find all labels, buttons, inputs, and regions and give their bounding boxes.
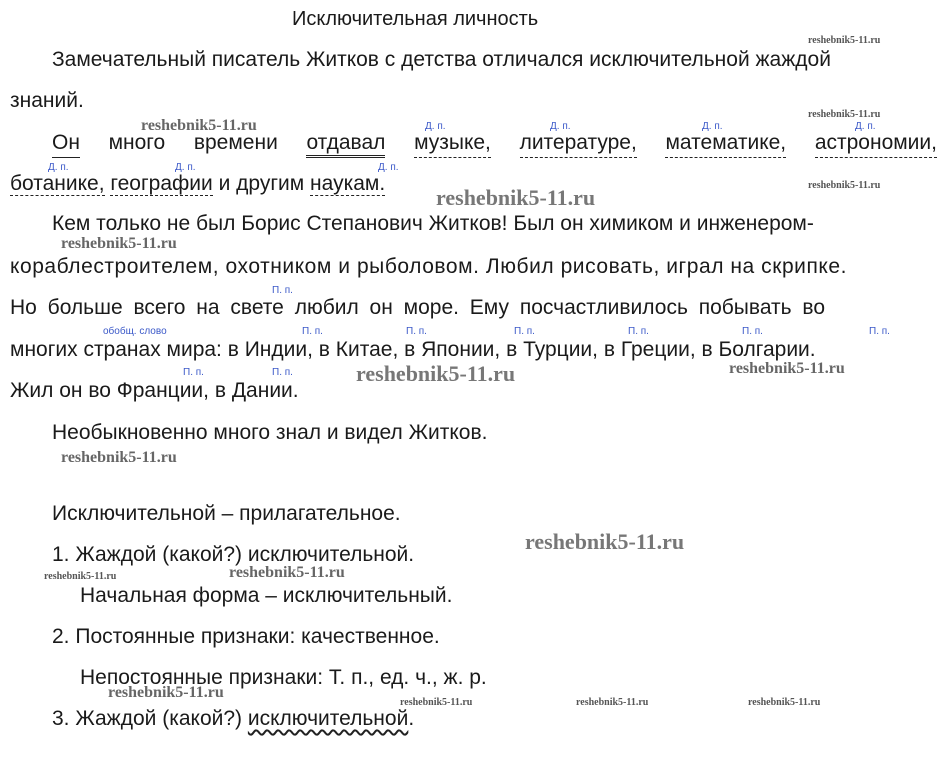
watermark: reshebnik5-11.ru (576, 697, 649, 708)
analysis-item-2-variable: Непостоянные признаки: Т. п., ед. ч., ж. р. (80, 666, 487, 689)
case-note-dp: Д. п. (48, 162, 69, 173)
watermark: reshebnik5-11.ru (400, 697, 473, 708)
case-note-dp: Д. п. (702, 121, 723, 132)
watermark: reshebnik5-11.ru (356, 361, 516, 386)
case-note-pp: П. п. (514, 326, 535, 337)
case-note-pp: П. п. (628, 326, 649, 337)
paragraph-3-line-1-text: Кем только не был Борис Степанович Житков! Был он химиком и инженером- (52, 212, 814, 235)
analysis-heading: Исключительной – прилагательное. (52, 502, 401, 525)
watermark: reshebnik5-11.ru (61, 449, 177, 466)
word: времени (193, 131, 278, 154)
watermark: reshebnik5-11.ru (808, 180, 881, 191)
word: и (218, 172, 231, 195)
watermark: reshebnik5-11.ru (61, 235, 177, 252)
case-note-pp: П. п. (869, 326, 890, 337)
analysis-item-3 (52, 707, 414, 731)
watermark: reshebnik5-11.ru (808, 35, 881, 46)
case-note-dp: Д. п. (175, 162, 196, 173)
case-note-pp: П. п. (272, 367, 293, 378)
case-note-dp: Д. п. (855, 121, 876, 132)
paragraph-3-line-5: Жил он во Франции, в Дании. (10, 379, 299, 402)
watermark: reshebnik5-11.ru (108, 684, 224, 701)
case-note-dp: Д. п. (378, 162, 399, 173)
paragraph-1-line-1: Замечательный писатель Житков с детства отличался исключительной жаждой (52, 48, 831, 71)
paragraph-3-line-2: кораблестроителем, охотником и рыболовом. Любил рисовать, играл на скрипке. (10, 255, 847, 278)
word: много (108, 131, 166, 154)
object-word: астрономии, (815, 131, 937, 158)
analysis-item-3-suffix: . (408, 707, 415, 730)
analysis-item-1: 1. Жаждой (какой?) исключительной. (52, 543, 415, 566)
predicate-word: отдавал (306, 131, 385, 158)
object-word: математике, (665, 131, 786, 158)
watermark: reshebnik5-11.ru (808, 109, 881, 120)
object-word: наукам. (310, 172, 386, 195)
watermark: reshebnik5-11.ru (141, 117, 257, 134)
object-word: ботанике, (10, 172, 105, 195)
analysis-item-2: 2. Постоянные признаки: качественное. (52, 625, 440, 648)
watermark: reshebnik5-11.ru (436, 185, 596, 210)
paragraph-3-line-1 (52, 212, 937, 236)
watermark: reshebnik5-11.ru (229, 564, 345, 581)
paragraph-3-line-4: многих странах мира: в Индии, в Китае, в Японии, в Турции, в Греции, в Болгарии. (10, 338, 816, 361)
paragraph-2-line-1 (52, 131, 937, 158)
attribute-word: исключительной (247, 707, 409, 730)
analysis-item-3-prefix: 3. Жаждой (какой?) (52, 707, 248, 730)
paragraph-4: Необыкновенно много знал и видел Житков. (52, 421, 488, 444)
object-word: географии (110, 172, 213, 195)
subject-word: Он (52, 131, 80, 158)
watermark: reshebnik5-11.ru (729, 360, 845, 377)
watermark: reshebnik5-11.ru (748, 697, 821, 708)
case-note-pp: П. п. (272, 285, 293, 296)
case-note-pp: П. п. (302, 326, 323, 337)
case-note-pp: П. п. (742, 326, 763, 337)
paragraph-1-line-2: знаний. (10, 89, 84, 112)
case-note-dp: Д. п. (425, 121, 446, 132)
object-word: литературе, (520, 131, 637, 158)
page-title: Исключительная личность (292, 8, 539, 30)
analysis-item-1-initial-form: Начальная форма – исключительный. (80, 584, 453, 607)
case-note-pp: П. п. (406, 326, 427, 337)
paragraph-3-line-3: Но больше всего на свете любил он море. Ему посчастливилось побывать во (10, 296, 826, 319)
paragraph-2-line-2 (10, 172, 385, 196)
watermark: reshebnik5-11.ru (44, 571, 117, 582)
watermark: reshebnik5-11.ru (525, 529, 685, 554)
case-note-pp: П. п. (183, 367, 204, 378)
object-word: музыке, (414, 131, 491, 158)
case-note-dp: Д. п. (550, 121, 571, 132)
word: другим (236, 172, 305, 195)
general-word-note: обобщ. слово (103, 326, 167, 337)
